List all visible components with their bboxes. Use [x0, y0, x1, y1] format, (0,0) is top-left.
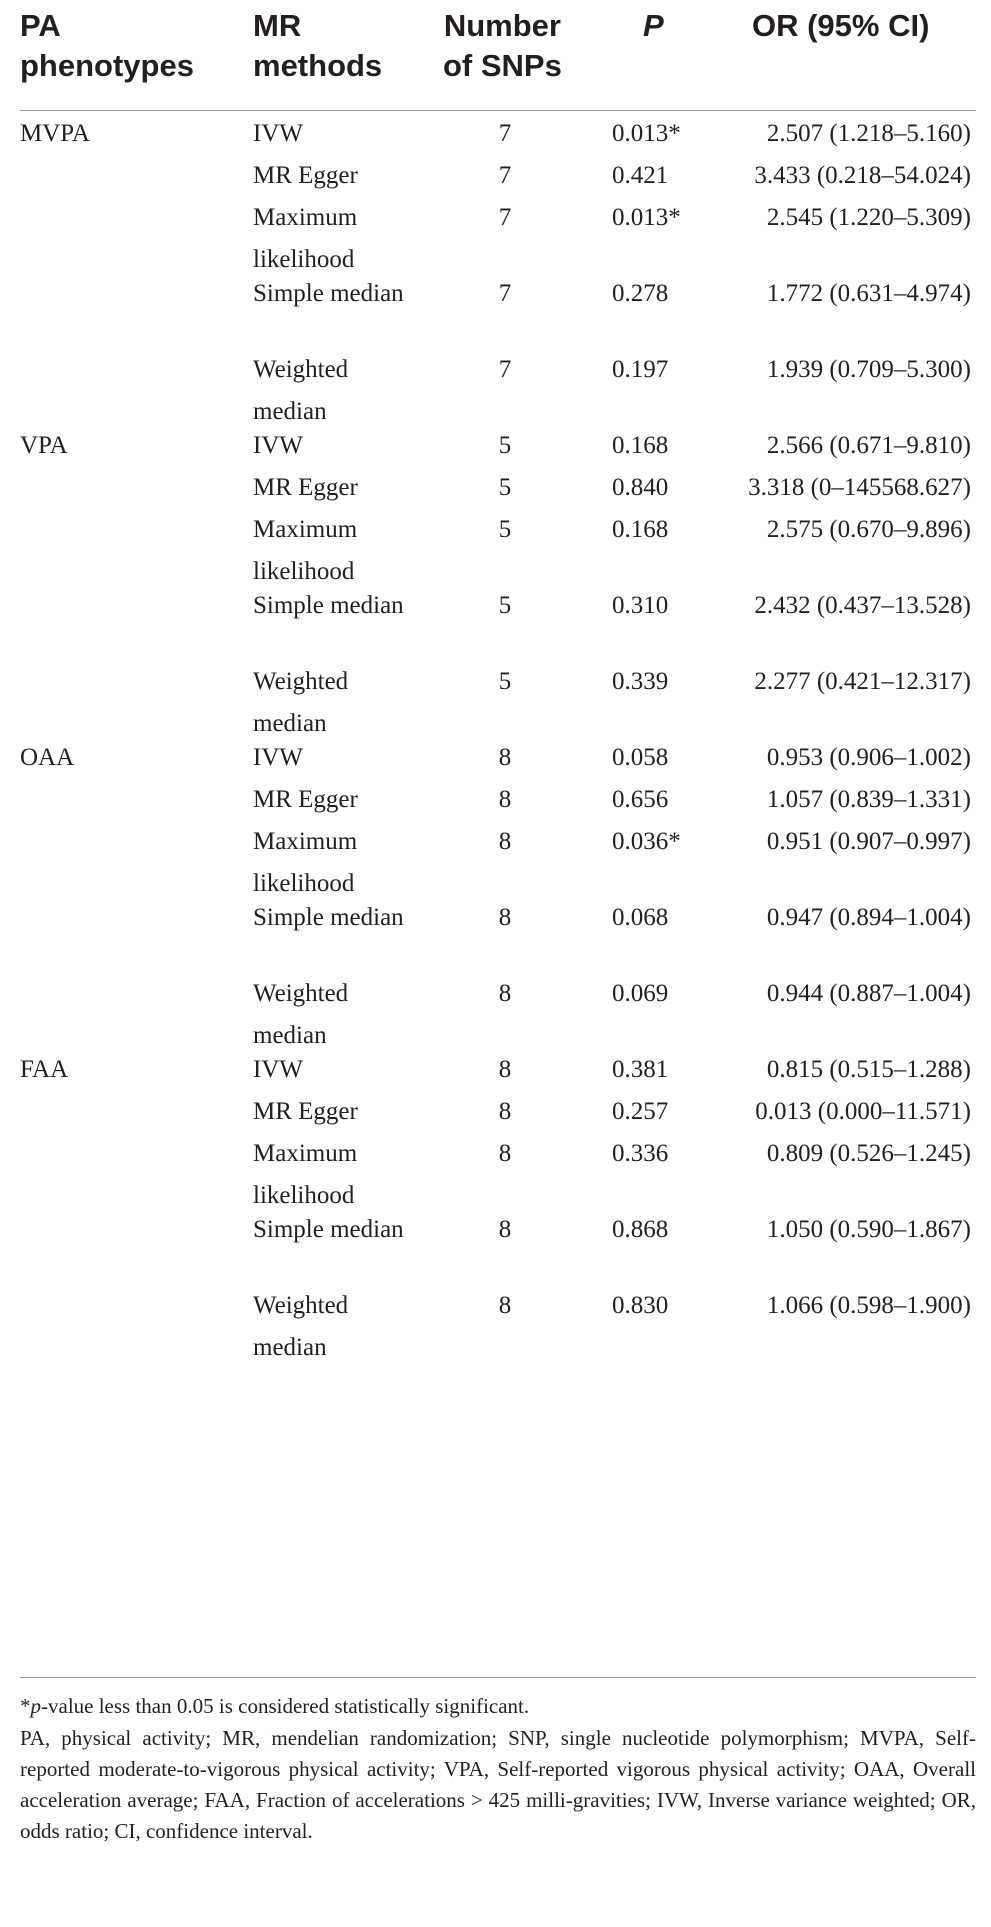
header-text: PA [20, 8, 61, 43]
table-row [0, 197, 991, 277]
header-p-value: P [643, 8, 664, 43]
cell-p-value: 0.069 [612, 980, 669, 1007]
cell-odds-ratio: 0.951 (0.907–0.997) [766, 828, 971, 855]
cell-odds-ratio: 3.318 (0–145568.627) [748, 474, 971, 501]
cell-odds-ratio: 1.066 (0.598–1.900) [766, 1292, 971, 1319]
cell-odds-ratio: 2.432 (0.437–13.528) [754, 592, 971, 619]
cell-method: Simple median [253, 592, 404, 619]
cell-odds-ratio: 0.953 (0.906–1.002) [766, 744, 971, 771]
cell-p-value: 0.336 [612, 1140, 669, 1167]
table-row [0, 509, 991, 589]
footnote-significance [20, 1691, 976, 1722]
cell-p-value: 0.278 [612, 280, 669, 307]
cell-method: Maximum likelihood [253, 828, 358, 897]
cell-method: IVW [253, 432, 303, 459]
cell-snp-count: 8 [498, 1216, 512, 1243]
cell-method: MR Egger [253, 1098, 358, 1125]
cell-odds-ratio: 2.545 (1.220–5.309) [766, 204, 971, 231]
cell-odds-ratio: 1.057 (0.839–1.331) [766, 786, 971, 813]
cell-p-value: 0.840 [612, 474, 669, 501]
cell-snp-count: 8 [498, 1056, 512, 1083]
table-row [0, 1133, 991, 1213]
footnote-marker: * [20, 1694, 31, 1718]
cell-method: Simple median [253, 280, 404, 307]
cell-p-value: 0.830 [612, 1292, 669, 1319]
cell-method: MR Egger [253, 162, 358, 189]
table-row [0, 273, 991, 353]
cell-method: IVW [253, 744, 303, 771]
cell-p-value: 0.013* [612, 204, 681, 231]
cell-odds-ratio: 0.947 (0.894–1.004) [766, 904, 971, 931]
cell-snp-count: 8 [498, 1292, 512, 1319]
cell-odds-ratio: 1.772 (0.631–4.974) [766, 280, 971, 307]
cell-odds-ratio: 2.575 (0.670–9.896) [766, 516, 971, 543]
cell-p-value: 0.310 [612, 592, 669, 619]
header-odds-ratio: OR (95% CI) [752, 8, 930, 43]
cell-snp-count: 8 [498, 828, 512, 855]
cell-method: Weighted median [253, 1292, 349, 1361]
cell-p-value: 0.381 [612, 1056, 669, 1083]
cell-p-value: 0.036* [612, 828, 681, 855]
cell-method: Weighted median [253, 356, 349, 425]
cell-snp-count: 7 [498, 356, 512, 383]
cell-phenotype: MVPA [20, 120, 90, 147]
cell-snp-count: 8 [498, 980, 512, 1007]
cell-snp-count: 5 [498, 668, 512, 695]
table-row [0, 973, 991, 1053]
cell-snp-count: 8 [498, 904, 512, 931]
cell-method: Weighted median [253, 668, 349, 737]
cell-p-value: 0.339 [612, 668, 669, 695]
cell-method: Weighted median [253, 980, 349, 1049]
cell-snp-count: 5 [498, 516, 512, 543]
table-row [0, 661, 991, 741]
table-bottom-rule [20, 1677, 976, 1678]
cell-snp-count: 8 [498, 786, 512, 813]
table-row [0, 821, 991, 901]
cell-p-value: 0.068 [612, 904, 669, 931]
header-text: MR [253, 8, 302, 43]
header-text: Number [443, 8, 561, 43]
cell-p-value: 0.168 [612, 516, 669, 543]
cell-p-value: 0.168 [612, 432, 669, 459]
cell-p-value: 0.013* [612, 120, 681, 147]
cell-odds-ratio: 0.944 (0.887–1.004) [766, 980, 971, 1007]
table-row [0, 585, 991, 665]
cell-snp-count: 7 [498, 204, 512, 231]
cell-snp-count: 5 [498, 474, 512, 501]
footnote-abbreviations: PA, physical activity; MR, mendelian randomization; SNP, single nucleotide polymorphism; MVPA, Self-reported moderate-to-vigorous physical activity; VPA, Self-reported vigorous physical activity; OAA, Overall acceleration average; FAA, Fraction of accelerations > 425 milli-gravities; IVW, Inverse variance weighted; OR, odds ratio; CI, confidence interval. [20, 1726, 976, 1843]
cell-odds-ratio: 3.433 (0.218–54.024) [754, 162, 971, 189]
cell-phenotype: OAA [20, 744, 75, 771]
cell-p-value: 0.257 [612, 1098, 669, 1125]
table-row [0, 1285, 991, 1365]
cell-snp-count: 7 [498, 120, 512, 147]
cell-method: Simple median [253, 1216, 404, 1243]
cell-odds-ratio: 2.277 (0.421–12.317) [754, 668, 971, 695]
cell-p-value: 0.656 [612, 786, 669, 813]
cell-odds-ratio: 2.507 (1.218–5.160) [766, 120, 971, 147]
footnote-p: p [30, 1694, 41, 1718]
cell-p-value: 0.421 [612, 162, 669, 189]
cell-phenotype: FAA [20, 1056, 69, 1083]
cell-snp-count: 5 [498, 592, 512, 619]
cell-method: Maximum likelihood [253, 516, 358, 585]
cell-method: IVW [253, 1056, 303, 1083]
cell-snp-count: 5 [498, 432, 512, 459]
table-row [0, 349, 991, 429]
table-row [0, 897, 991, 977]
cell-phenotype: VPA [20, 432, 68, 459]
cell-odds-ratio: 0.809 (0.526–1.245) [766, 1140, 971, 1167]
cell-snp-count: 8 [498, 1140, 512, 1167]
cell-p-value: 0.058 [612, 744, 669, 771]
cell-odds-ratio: 1.050 (0.590–1.867) [766, 1216, 971, 1243]
cell-odds-ratio: 0.815 (0.515–1.288) [766, 1056, 971, 1083]
cell-method: MR Egger [253, 474, 358, 501]
cell-odds-ratio: 1.939 (0.709–5.300) [766, 356, 971, 383]
table-row [0, 1209, 991, 1289]
cell-method: Simple median [253, 904, 404, 931]
cell-method: Maximum likelihood [253, 204, 358, 273]
cell-method: MR Egger [253, 786, 358, 813]
cell-odds-ratio: 2.566 (0.671–9.810) [766, 432, 971, 459]
cell-odds-ratio: 0.013 (0.000–11.571) [755, 1098, 971, 1125]
header-text: phenotypes [20, 48, 194, 83]
cell-snp-count: 7 [498, 280, 512, 307]
cell-snp-count: 8 [498, 1098, 512, 1125]
cell-method: IVW [253, 120, 303, 147]
cell-snp-count: 8 [498, 744, 512, 771]
footnote-significance-text: -value less than 0.05 is considered statistically significant. [41, 1694, 530, 1718]
cell-snp-count: 7 [498, 162, 512, 189]
header-text: methods [253, 48, 383, 83]
cell-p-value: 0.868 [612, 1216, 669, 1243]
cell-method: Maximum likelihood [253, 1140, 358, 1209]
cell-p-value: 0.197 [612, 356, 669, 383]
header-text: of SNPs [443, 48, 562, 83]
